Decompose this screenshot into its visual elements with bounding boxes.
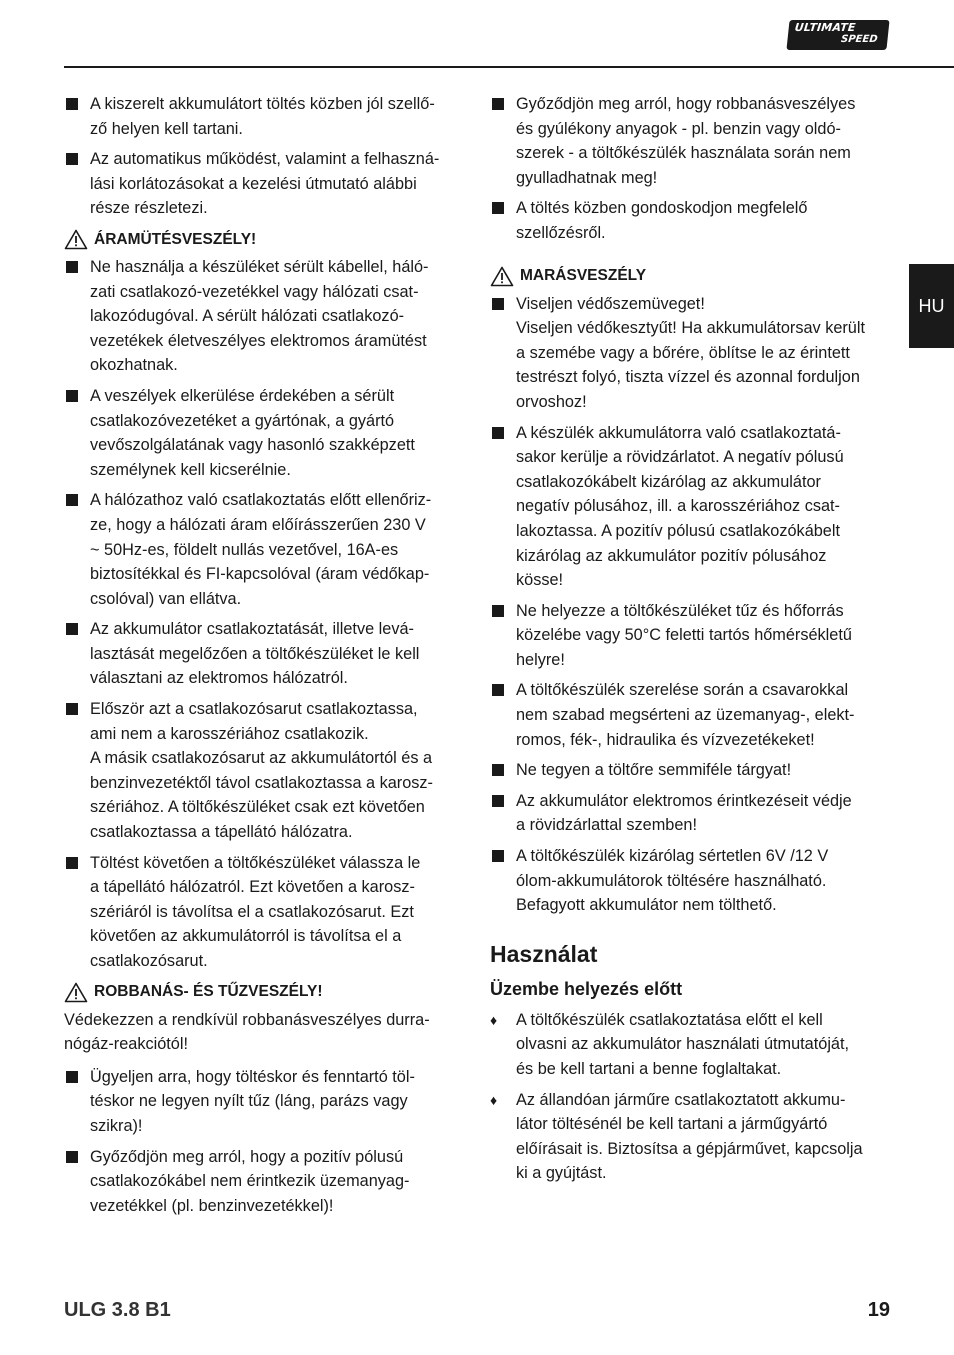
square-bullet-icon — [66, 390, 78, 402]
list-item — [64, 697, 466, 845]
list-item-text: Először azt a csatlakozósarut csatlakoztassa, ami nem a karosszériához csatlakozik. A másik csatlakozósarut az akkumulátortól és a benzinvezetéktől távol csatlakoztassa a karosz- szériához. A töltőkészüléket csak ezt követően csatlakoztassa a tápellátó hálózatra. — [90, 700, 433, 842]
square-bullet-icon — [66, 623, 78, 635]
square-bullet-icon — [492, 850, 504, 862]
square-bullet-icon — [492, 764, 504, 776]
list-item — [490, 421, 892, 593]
list-item — [490, 599, 892, 673]
logo-line-1: ULTIMATE — [794, 21, 857, 34]
list-item — [64, 384, 466, 482]
list-item — [64, 488, 466, 611]
warning-triangle-icon — [64, 229, 88, 250]
list-item — [490, 844, 892, 918]
list-item — [64, 92, 466, 141]
section-title: Használat — [490, 940, 598, 967]
list-item — [64, 1065, 466, 1139]
warning-triangle-icon — [490, 266, 514, 287]
warning-heading-electric-shock — [64, 227, 466, 253]
warning-title: MARÁSVESZÉLY — [520, 267, 647, 285]
list-item-text: Ne helyezze a töltőkészüléket tűz és hőforrás közelébe vagy 50°C feletti tartós hőmérsékletű helyre! — [516, 601, 852, 669]
warning-heading-corrosion — [490, 264, 892, 290]
left-column — [64, 92, 466, 1224]
list-item — [490, 789, 892, 838]
header-rule — [64, 66, 954, 68]
warning-heading-explosion-fire — [64, 980, 466, 1006]
list-item-text: A töltőkészülék szerelése során a csavarokkal nem szabad megsérteni az üzemanyag-, elekt- romos, fék-, hidraulika és vízvezetékeket! — [516, 681, 855, 749]
square-bullet-icon — [66, 261, 78, 273]
list-item — [64, 147, 466, 221]
list-item-text: A veszélyek elkerülése érdekében a sérült csatlakozóvezetéket a gyártónak, a gyártó vevőszolgálatának vagy hasonló szakképzett személynek kell kicserélnie. — [90, 386, 415, 479]
list-item-text: Ne használja a készüléket sérült kábellel, háló- zati csatlakozó-vezetékkel vagy hálózati csat- lakozódugóval. A sérült hálózati csatlakozó- vezetékek életveszélyes elektromos áramütést okozhatnak. — [90, 257, 429, 375]
subsection-title: Üzembe helyezés előtt — [490, 978, 683, 999]
list-item — [490, 1088, 892, 1186]
footer-model: ULG 3.8 B1 — [64, 1299, 171, 1321]
language-tab — [909, 264, 954, 348]
warning-triangle-icon — [64, 982, 88, 1003]
square-bullet-icon — [66, 494, 78, 506]
diamond-bullet-icon: ♦ — [490, 1011, 498, 1028]
list-item — [64, 1145, 466, 1219]
square-bullet-icon — [66, 98, 78, 110]
list-item-text: Ne tegyen a töltőre semmiféle tárgyat! — [516, 761, 792, 780]
language-tab-label: HU — [918, 295, 945, 316]
list-item — [490, 758, 892, 783]
list-item-text: Töltést követően a töltőkészüléket válassza le a tápellátó hálózatról. Ezt követően a karosz- szériáról is távolítsa el a csatlakozósarut. Ezt követően az akkumulátorról is távolítsa el a csatlakozósarut. — [90, 853, 421, 970]
list-item-text: Győződjön meg arról, hogy a pozitív pólusú csatlakozókábel nem érintkezik üzemanyag- vezetékkel (pl. benzinvezetékkel)! — [90, 1147, 410, 1215]
list-item — [490, 1008, 892, 1082]
warning-text: Védekezzen a rendkívül robbanásveszélyes durra- nógáz-reakciótól! — [64, 1010, 430, 1054]
square-bullet-icon — [66, 703, 78, 715]
square-bullet-icon — [66, 153, 78, 165]
list-item-text: A kiszerelt akkumulátort töltés közben jól szellő- ző helyen kell tartani. — [90, 95, 435, 138]
square-bullet-icon — [492, 795, 504, 807]
list-item-text: Az akkumulátor elektromos érintkezéseit védje a rövidzárlattal szemben! — [516, 791, 852, 835]
square-bullet-icon — [492, 98, 504, 110]
list-item — [490, 92, 892, 190]
list-item-text: A készülék akkumulátorra való csatlakoztatá- sakor kerülje a rövidzárlatot. A negatív pólusú csatlakozókábelt kizárólag az akkumulátor negatív pólusához, ill. a karosszériához csat- lakoztassa. A pozitív pólusú csatlakozókábelt kizárólag az akkumulátor pozitív pólusához kösse! — [516, 423, 844, 590]
warning-title: ROBBANÁS- ÉS TŰZVESZÉLY! — [94, 983, 323, 1001]
square-bullet-icon — [492, 298, 504, 310]
diamond-bullet-icon: ♦ — [490, 1091, 498, 1108]
right-column — [490, 92, 892, 1192]
list-item — [490, 678, 892, 752]
square-bullet-icon — [66, 1071, 78, 1083]
square-bullet-icon — [492, 684, 504, 696]
list-item-text: Viseljen védőszemüveget! Viseljen védőkesztyűt! Ha akkumulátorsav került a szemébe vagy a bőrére, öblítse le az érintett testrészt folyó, tiszta vízzel és azonnal forduljon orvoshoz! — [516, 294, 866, 411]
list-item-text: Ügyeljen arra, hogy töltéskor és fenntartó töl- téskor ne legyen nyílt tűz (láng, parázs vagy szikra)! — [90, 1067, 415, 1135]
list-item-text: A töltés közben gondoskodjon megfelelő szellőzésről. — [516, 199, 808, 242]
square-bullet-icon — [492, 605, 504, 617]
logo-line-2: SPEED — [840, 34, 879, 45]
list-item-text: Az állandóan járműre csatlakoztatott akkumu- látor töltésénél be kell tartani a járműgyártó előírásait is. Biztosítsa a gépjárművet, kapcsolja ki a gyújtást. — [516, 1090, 863, 1183]
list-item — [64, 255, 466, 378]
square-bullet-icon — [66, 857, 78, 869]
list-item-text: A hálózathoz való csatlakoztatás előtt ellenőriz- ze, hogy a hálózati áram előírásszerűen 230 V ~ 50Hz-es, földelt nullás vezetővel, 16A-es biztosítékkal és FI-kapcsolóval (áram védőkap- csolóval) van ellátva. — [90, 491, 432, 608]
list-item-text: A töltőkészülék csatlakoztatása előtt el kell olvasni az akkumulátor használati útmutatóját, és be kell tartani a benne foglaltakat. — [516, 1010, 850, 1078]
list-item — [490, 292, 892, 415]
list-item — [64, 617, 466, 691]
list-item-text: A töltőkészülék kizárólag sértetlen 6V /12 V ólom-akkumulátorok töltésére használható. Befagyott akkumulátor nem tölthető. — [516, 847, 829, 915]
square-bullet-icon — [492, 427, 504, 439]
brand-logo — [786, 20, 889, 50]
list-item — [490, 196, 892, 245]
list-item-text: Győződjön meg arról, hogy robbanásveszélyes és gyúlékony anyagok - pl. benzin vagy oldó- szerek - a töltőkészülék használata során nem gyulladhatnak meg! — [516, 95, 856, 187]
footer-page-number: 19 — [867, 1299, 890, 1321]
list-item-text: Az akkumulátor csatlakoztatását, illetve levá- lasztását megelőzően a töltőkészüléket le kell választani az elektromos hálózatról. — [90, 620, 420, 688]
list-item — [64, 851, 466, 974]
square-bullet-icon — [66, 1151, 78, 1163]
list-item-text: Az automatikus működést, valamint a felhaszná- lási korlátozásokat a kezelési útmutató alábbi része részletezi. — [90, 150, 440, 218]
warning-title: ÁRAMÜTÉSVESZÉLY! — [94, 230, 257, 248]
square-bullet-icon — [492, 202, 504, 214]
